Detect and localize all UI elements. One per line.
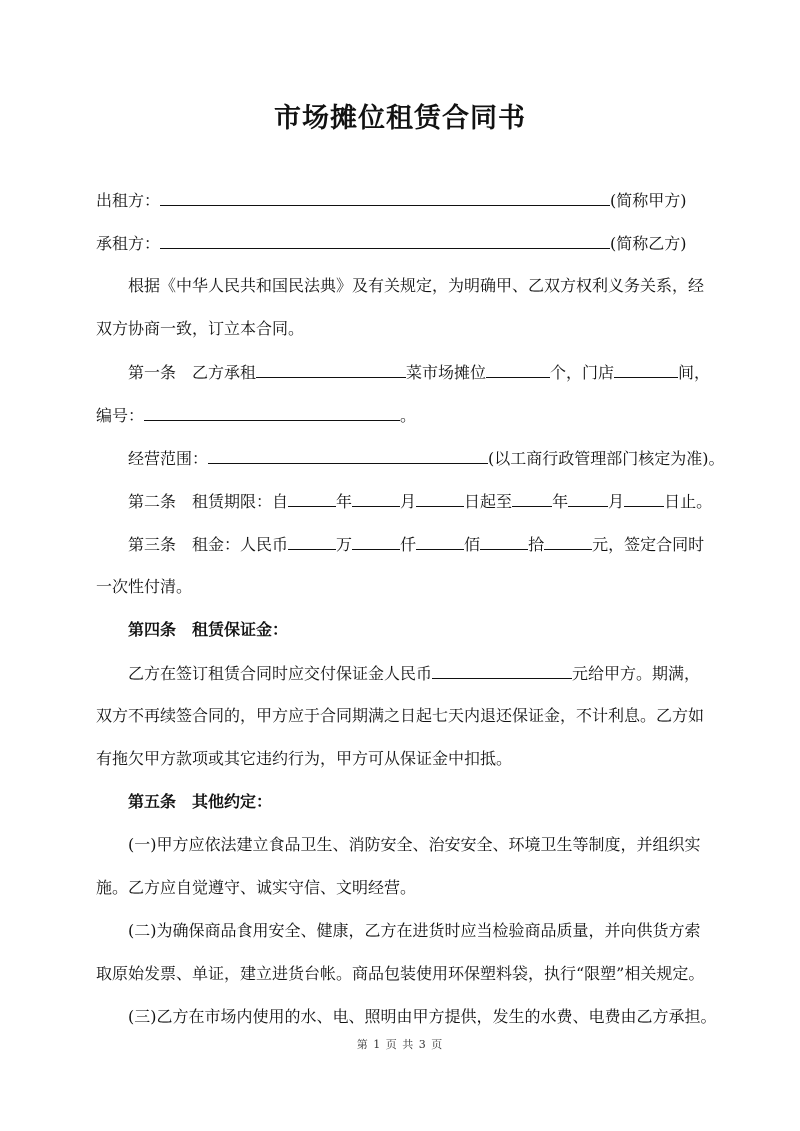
number-blank[interactable] [144, 405, 400, 421]
end-day-blank[interactable] [624, 491, 664, 507]
article-1-text-d: 间， [678, 363, 711, 382]
article-5-item-3-line: (三)乙方在市场内使用的水、电、照明由甲方提供，发生的水费、电费由乙方承担。 [128, 1007, 717, 1026]
article-2-text-d: 日起至 [464, 492, 513, 511]
scope-suffix: (以工商行政管理部门核定为准)。 [488, 449, 725, 468]
article-1-text-c: 个，门店 [550, 363, 615, 382]
article-3-text-e: 拾 [528, 535, 545, 554]
number-label: 编号： [96, 406, 145, 425]
article-5-item-2-line-2: 取原始发票、单证，建立进货台帐。商品包装使用环保塑料袋，执行“限塑”相关规定。 [96, 964, 705, 983]
start-month-blank[interactable] [352, 491, 400, 507]
article-5-item-1-line-2: 施。乙方应自觉遵守、诚实守信、文明经营。 [96, 878, 417, 897]
article-3-text-f: 元，签定合同时 [592, 535, 705, 554]
start-day-blank[interactable] [416, 491, 464, 507]
article-4-line-1 [128, 663, 700, 684]
document-title: 市场摊位租赁合同书 [274, 103, 526, 134]
article-5-item-2-line-1: (二)为确保商品食用安全、健康，乙方在进货时应当检验商品质量，并向供货方索 [128, 921, 701, 940]
article-4-text-b: 元给甲方。期满， [572, 664, 701, 683]
article-1-text-b: 菜市场摊位 [406, 363, 487, 382]
lessor-suffix: (简称甲方) [610, 191, 687, 210]
rent-bai-blank[interactable] [416, 534, 464, 550]
business-scope-line [128, 448, 725, 469]
article-2-text-e: 年 [552, 492, 569, 511]
rent-qian-blank[interactable] [352, 534, 400, 550]
market-name-blank[interactable] [256, 362, 406, 378]
rent-shi-blank[interactable] [480, 534, 528, 550]
lessor-label: 出租方： [96, 191, 161, 210]
page-footer: 第 1 页 共 3 页 [356, 1038, 444, 1051]
article-1-line [128, 362, 710, 383]
stall-count-blank[interactable] [486, 362, 550, 378]
lessee-blank[interactable] [160, 233, 610, 249]
article-2-text-a: 第二条 租赁期限：自 [128, 492, 289, 511]
article-4-heading: 第四条 租赁保证金： [128, 620, 289, 639]
article-5-item-1-line-1: (一)甲方应依法建立食品卫生、消防安全、治安安全、环境卫生等制度，并组织实 [128, 835, 701, 854]
end-month-blank[interactable] [568, 491, 608, 507]
article-2-line [128, 491, 712, 512]
article-3-line [128, 534, 704, 555]
preamble-line-2: 双方协商一致，订立本合同。 [96, 319, 305, 338]
article-2-text-f: 月 [608, 492, 625, 511]
article-3-text-d: 佰 [464, 535, 481, 554]
article-4-line-2: 双方不再续签合同的，甲方应于合同期满之日起七天内退还保证金，不计利息。乙方如 [96, 706, 705, 725]
article-4-text-a: 乙方在签订租赁合同时应交付保证金人民币 [128, 664, 433, 683]
article-1-text-a: 第一条 乙方承租 [128, 363, 257, 382]
article-2-text-g: 日止。 [664, 492, 713, 511]
lessor-blank[interactable] [160, 190, 610, 206]
article-2-text-b: 年 [336, 492, 353, 511]
article-5-heading: 第五条 其他约定： [128, 792, 273, 811]
lessor-line [96, 190, 687, 211]
lessee-label: 承租方： [96, 234, 161, 253]
scope-blank[interactable] [208, 448, 488, 464]
number-line [96, 405, 416, 426]
lessee-suffix: (简称乙方) [610, 234, 687, 253]
start-year-blank[interactable] [288, 491, 336, 507]
preamble-line-1: 根据《中华人民共和国民法典》及有关规定，为明确甲、乙双方权利义务关系，经 [128, 276, 705, 295]
article-3-text-a: 第三条 租金：人民币 [128, 535, 289, 554]
lessee-line [96, 233, 687, 254]
article-2-text-c: 月 [400, 492, 417, 511]
end-year-blank[interactable] [512, 491, 552, 507]
number-end: 。 [400, 406, 417, 425]
article-3-text-c: 仟 [400, 535, 417, 554]
article-4-line-3: 有拖欠甲方款项或其它违约行为，甲方可从保证金中扣抵。 [96, 749, 513, 768]
article-3-line-2: 一次性付清。 [96, 577, 193, 596]
shop-count-blank[interactable] [614, 362, 678, 378]
deposit-blank[interactable] [432, 663, 572, 679]
rent-wan-blank[interactable] [288, 534, 336, 550]
article-3-text-b: 万 [336, 535, 353, 554]
rent-yuan-blank[interactable] [544, 534, 592, 550]
scope-label: 经营范围： [128, 449, 209, 468]
